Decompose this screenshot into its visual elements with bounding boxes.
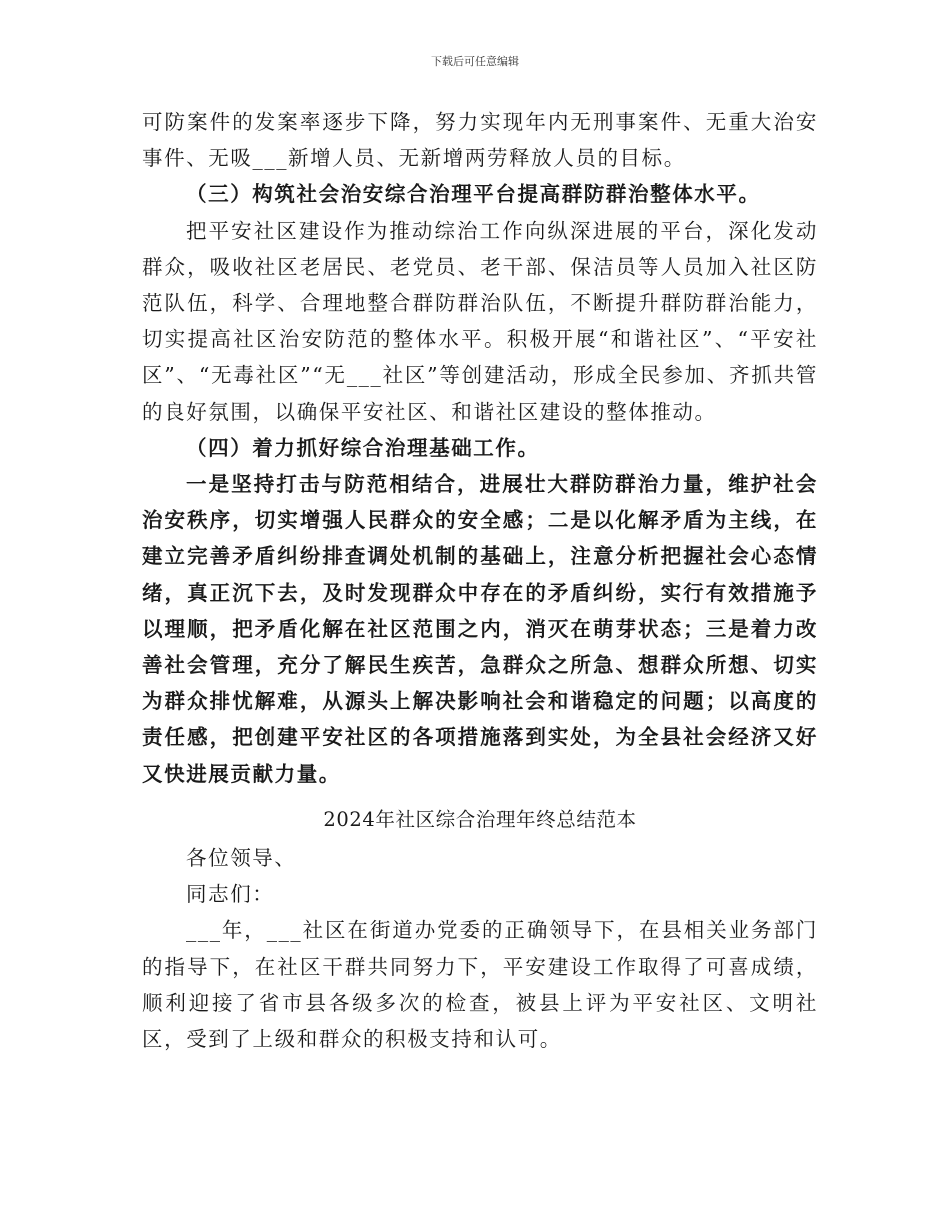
document-title: 2024年社区综合治理年终总结范本 <box>323 807 637 831</box>
salutation-leaders: 各位领导、 <box>186 846 297 871</box>
paragraph-prevention-goals: 可防案件的发案率逐步下降，努力实现年内无刑事案件、无重大治安事件、无吸___新增人员、无新增两劳释放人员的目标。 <box>142 110 818 171</box>
salutation-comrades: 同志们： <box>186 882 275 907</box>
document-title-block <box>142 802 818 838</box>
section-heading-4: （四）着力抓好综合治理基础工作。 <box>186 435 540 460</box>
document-body <box>142 104 818 1057</box>
paragraph-year-summary: ___年，___社区在街道办党委的正确领导下，在县相关业务部门的指导下，在社区干群共同努力下，平安建设工作取得了可喜成绩，顺利迎接了省市县各级多次的检查，被县上评为平安社区、文明社区，受到了上级和群众的积极支持和认可。 <box>142 918 818 1052</box>
section-heading-3: （三）构筑社会治安综合治理平台提高群防群治整体水平。 <box>186 182 761 207</box>
paragraph-basic-work: 一是坚持打击与防范相结合，进展壮大群防群治力量，维护社会治安秩序，切实增强人民群众的安全感；二是以化解矛盾为主线，在建立完善矛盾纠纷排查调处机制的基础上，注意分析把握社会心态情绪，真正沉下去，及时发现群众中存在的矛盾纠纷，实行有效措施予以理顺，把矛盾化解在社区范围之内，消灭在萌芽状态；三是着力改善社会管理，充分了解民生疾苦，急群众之所急、想群众所想、切实为群众排忧解难，从源头上解决影响社会和谐稳定的问题；以高度的责任感，把创建平安社区的各项措施落到实处，为全县社会经济又好又快进展贡献力量。 <box>142 472 818 786</box>
paragraph-safe-community-platform: 把平安社区建设作为推动综治工作向纵深进展的平台，深化发动群众，吸收社区老居民、老党员、老干部、保洁员等人员加入社区防范队伍，科学、合理地整合群防群治队伍，不断提升群防群治能力，切实提高社区治安防范的整体水平。积极开展“和谐社区”、“平安社区”、“无毒社区”“无___社区”等创建活动，形成全民参加、齐抓共管的良好氛围，以确保平安社区、和谐社区建设的整体推动。 <box>142 218 818 424</box>
page-header-note: 下载后可任意编辑 <box>431 55 519 68</box>
